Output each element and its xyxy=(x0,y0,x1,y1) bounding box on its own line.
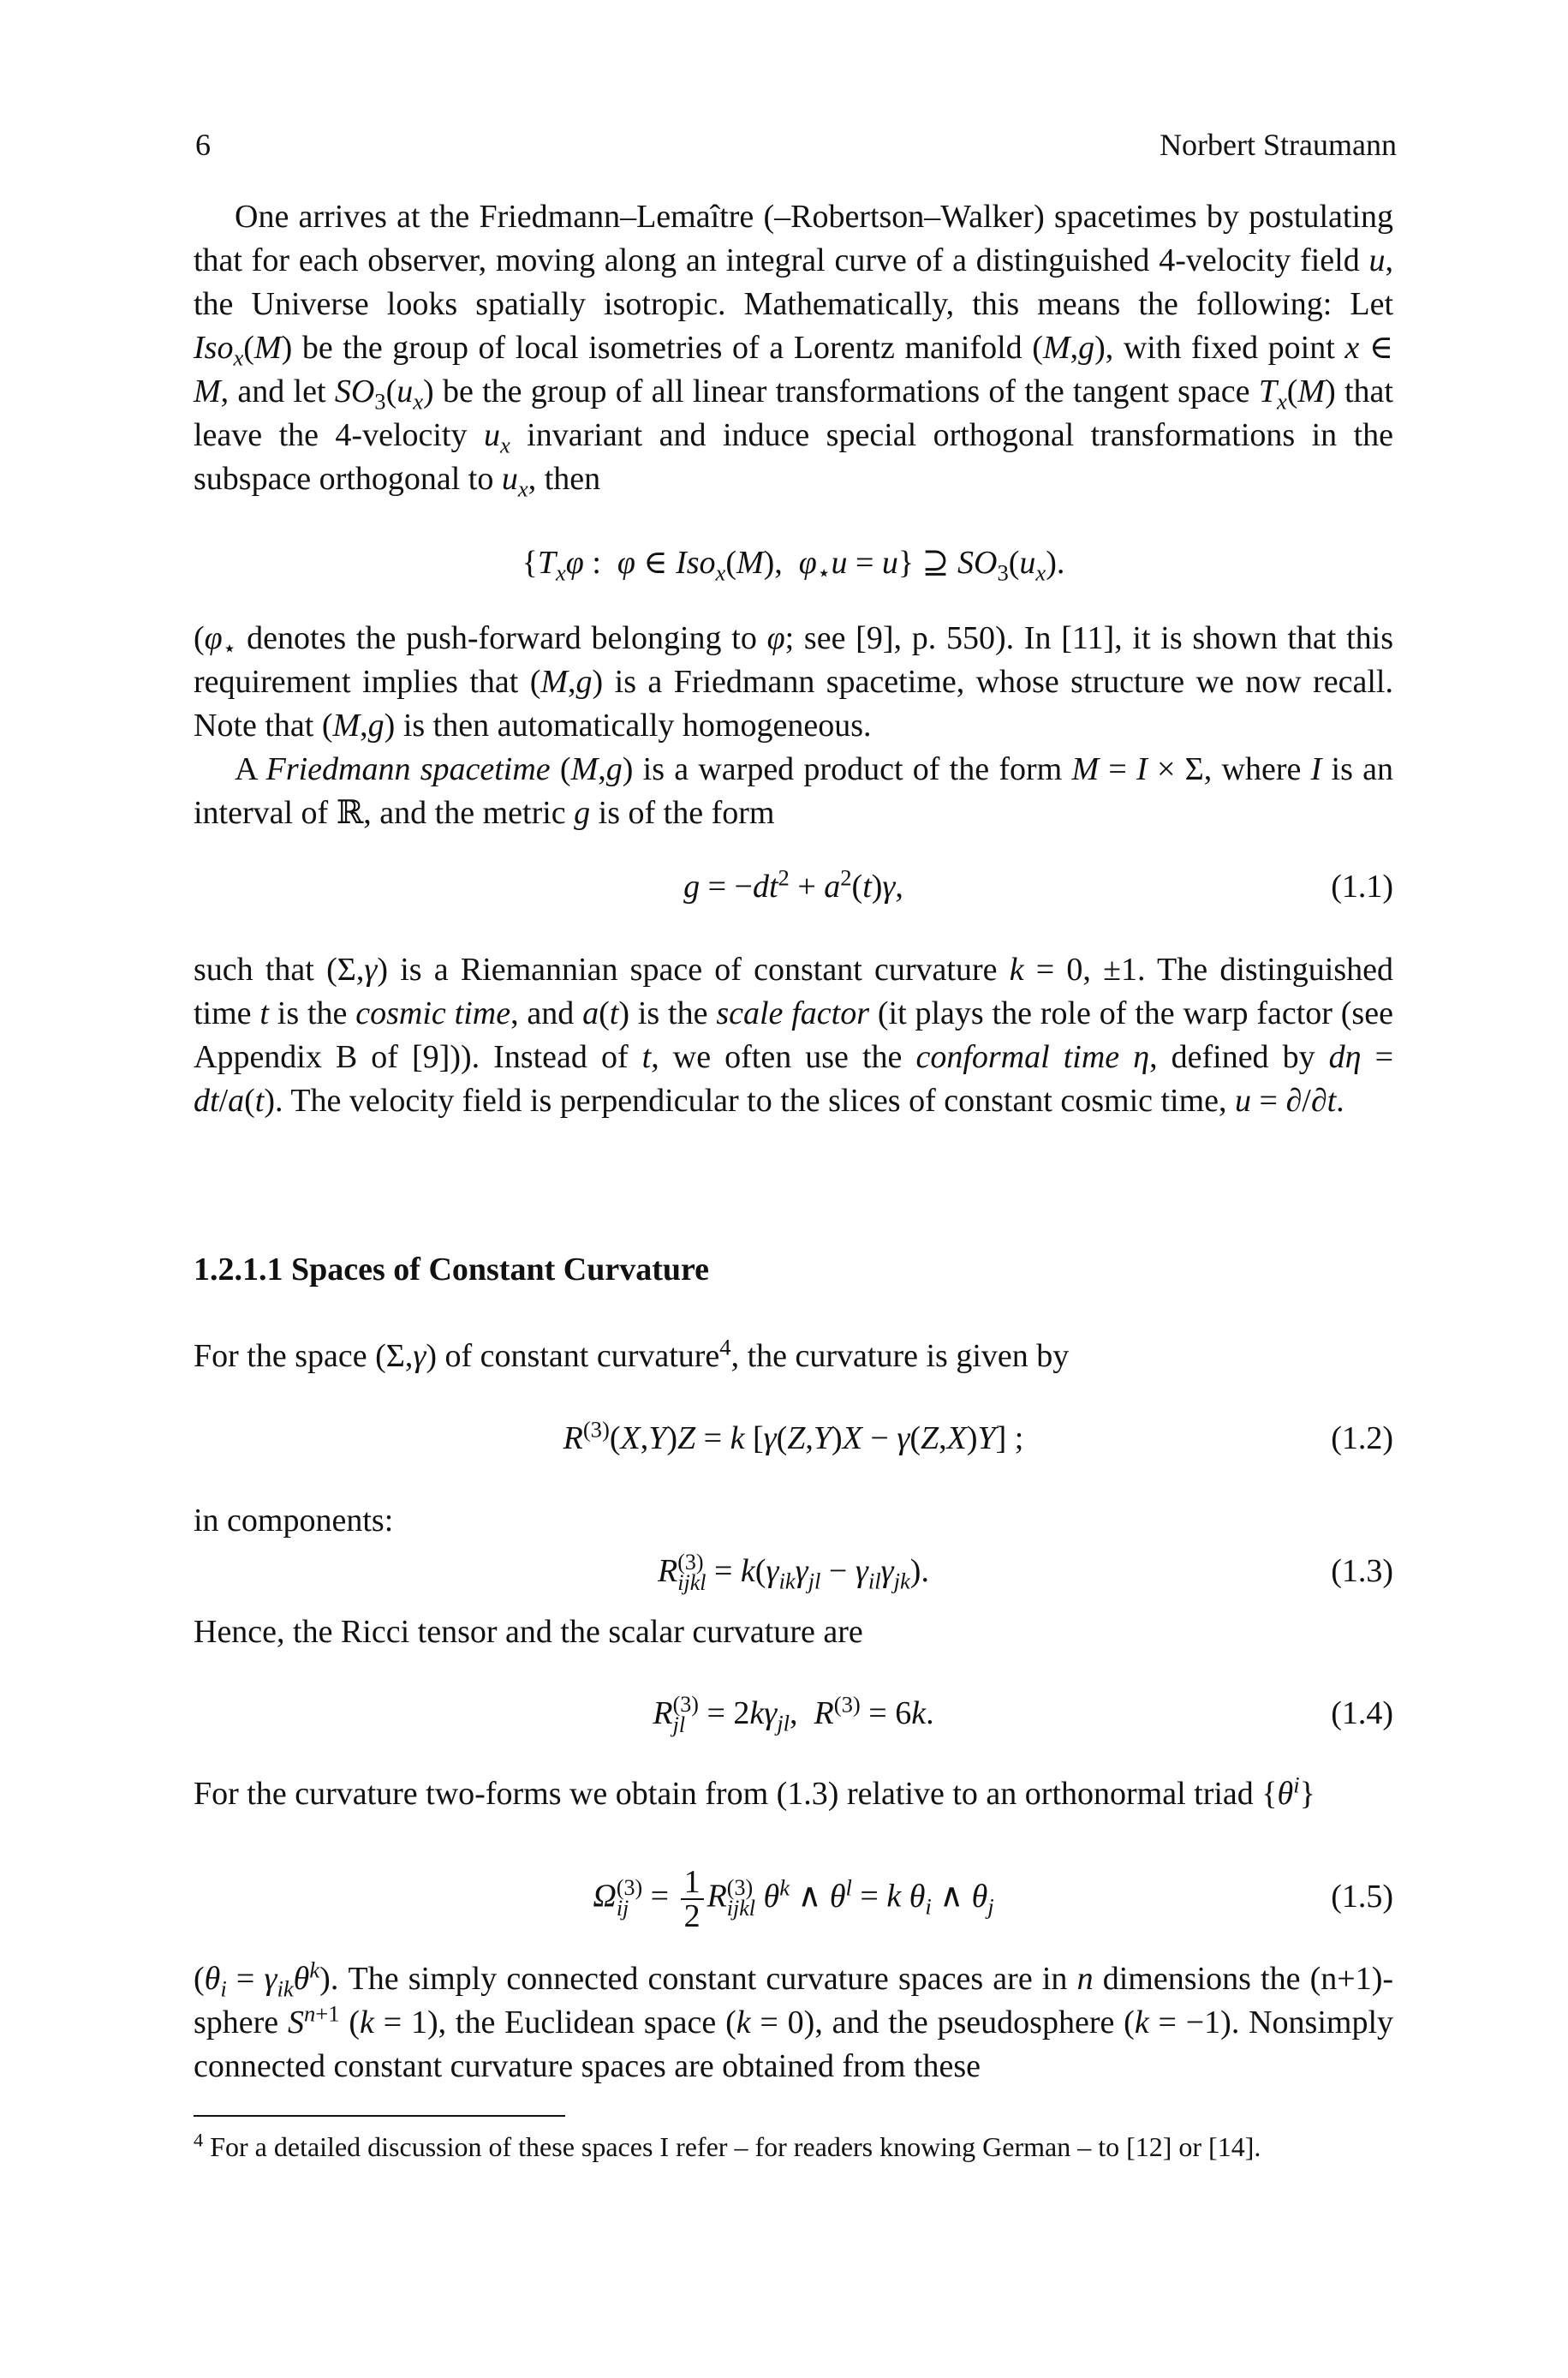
paragraph-two-forms: For the curvature two-forms we obtain from (1.3) relative to an orthonormal triad $\{\theta^i\}$ xyxy=(194,1772,1315,1812)
equation-1-5: Ω (3) ij = $\frac{1}{2}$ R (3) ijkl $\theta^k$ ∧ $\theta^l = k$ $\theta_i$ ∧ $\theta_j$ (1.5) xyxy=(593,1864,1393,1934)
equation-1-2: $R^{(3)}(X,Y)Z = k$ [γ(Z,Y)X − γ(Z,X)Y] ; (1.2) xyxy=(563,1416,1393,1456)
equation-1-1: $g = -dt^2 + a^2(t)\gamma$, (1.1) xyxy=(683,864,1393,905)
equation-number: (1.2) xyxy=(1331,1420,1393,1456)
equation-number: (1.1) xyxy=(1331,869,1393,905)
running-head-author: Norbert Straumann xyxy=(1160,128,1397,162)
equation-number: (1.3) xyxy=(1331,1553,1393,1589)
paragraph-pushforward: ($\varphi_⋆$ denotes the push-forward belonging to φ; see [9], p. 550). In [11], it is shown that this requirement implies that (M,g) is a Friedmann spacetime, whose structure we now recall. Note that (M,g) is then automatically homogeneous. xyxy=(194,620,1393,744)
paragraph-friedmann-spacetime: A Friedmann spacetime (M,g) is a warped product of the form M = I × Σ, where I is an interval of ℝ, and the metric g is of the form xyxy=(194,751,1393,831)
equation-1-4: R (3) jl = $2k\gamma_{jl}$, $R^{(3)} = 6k$. (1.4) xyxy=(653,1691,1393,1737)
footnote-rule xyxy=(194,2115,565,2117)
paragraph-intro: One arrives at the Friedmann–Lemaître (–Robertson–Walker) spacetimes by postulating that for each observer, moving along an integral curve of a distinguished 4-velocity field u, the Universe looks spatially isotropic. Mathematically, this means the following: Let Iso$_x$(M) be the group of local isometries of a Lorentz manifold (M,g), with fixed point x ∈ M, and let $SO_3(u_x)$ be the group of all linear transformations of the tangent space $T_x(M)$ that leave the 4-velocity $u_x$ invariant and induce special orthogonal transformations in the subspace orthogonal to $u_x$, then xyxy=(194,199,1394,502)
paragraph-cosmic-time: such that (Σ,γ) is a Riemannian space of constant curvature k = 0, ±1. The distinguished time t is the cosmic time, and a(t) is the scale factor (it plays the role of the warp factor (see Appendix B of [9])). Instead of t, we often use the conformal time η, defined by dη = dt/a(t). The velocity field is perpendicular to the slices of constant cosmic time, u = ∂/∂t. xyxy=(194,952,1393,1119)
equation-number: (1.5) xyxy=(1331,1879,1393,1915)
equation-number: (1.4) xyxy=(1331,1695,1393,1731)
paragraph-in-components: in components: xyxy=(194,1503,394,1539)
section-heading: 1.2.1.1 Spaces of Constant Curvature xyxy=(194,1252,710,1288)
equation-1-3: R (3) ijkl = $k(\gamma_{ik}\gamma_{jl} - \gamma_{il}\gamma_{jk})$. (1.3) xyxy=(658,1550,1393,1595)
footnote-marker: 4 xyxy=(719,1334,731,1360)
footnote: $^4$ For a detailed discussion of these spaces I refer – for readers knowing German – to [12] or [14]. xyxy=(194,2129,1261,2162)
page-number: 6 xyxy=(195,128,211,162)
paragraph-ricci: Hence, the Ricci tensor and the scalar curvature are xyxy=(194,1614,863,1650)
display-isotropy-condition: {$T_x\varphi$ : φ ∈ Iso$_x$(M), $\varphi_⋆u = u$} ⊇ $SO_3(u_x)$. xyxy=(522,545,1065,586)
paragraph-simply-connected: $(\theta_i = \gamma_{ik}\theta^k)$. The simply connected constant curvature spaces are in n dimensions the (n+1)-sphere $S^{n+1}$ (k = 1), the Euclidean space (k = 0), and the pseudosphere (k = −1). Nonsimply connected constant curvature spaces are obtained from these xyxy=(194,1957,1394,2084)
paragraph-constant-curvature: For the space (Σ,γ) of constant curvature$^4$, the curvature is given by xyxy=(194,1334,1070,1374)
